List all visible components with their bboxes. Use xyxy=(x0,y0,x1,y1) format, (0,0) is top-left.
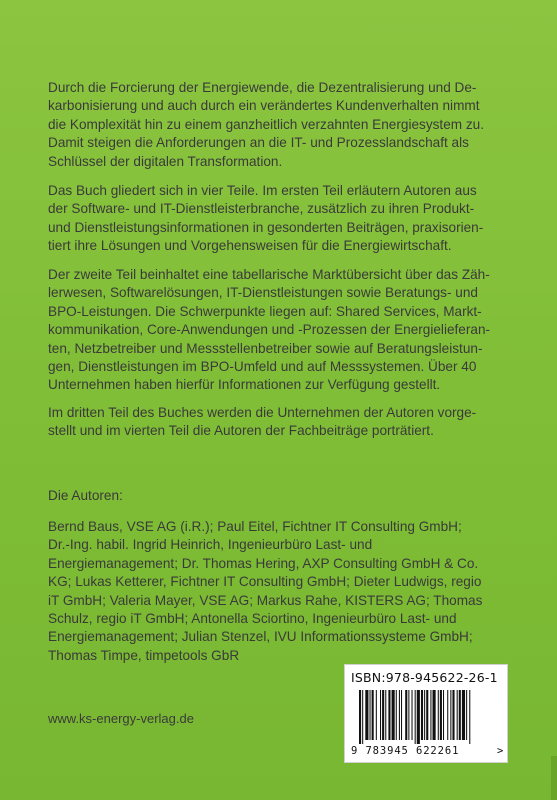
barcode-bar xyxy=(415,690,416,744)
barcode-bar xyxy=(421,690,423,740)
barcode-bar xyxy=(399,690,400,740)
barcode-bar xyxy=(457,690,458,740)
barcode-bar xyxy=(359,690,361,744)
publisher-website: www.ks-energy-verlag.de xyxy=(48,711,194,726)
barcode-digits-row xyxy=(351,745,505,757)
barcode-bar xyxy=(430,690,431,740)
barcode-bar xyxy=(440,690,442,740)
barcode-bar xyxy=(388,690,390,740)
barcode-bar xyxy=(450,690,451,740)
barcode-bar xyxy=(382,690,384,740)
barcode-bar xyxy=(376,690,377,740)
barcode-bar xyxy=(462,690,465,740)
barcode-bar xyxy=(433,690,436,740)
isbn-label: ISBN:978-945622-26-1 xyxy=(351,670,498,685)
barcode-bar xyxy=(401,690,402,740)
barcode-bar xyxy=(405,690,407,740)
barcode-bar xyxy=(412,690,413,740)
barcode-bar xyxy=(459,690,461,740)
barcode-bar xyxy=(417,690,420,744)
barcode-bar xyxy=(447,690,448,740)
edge-shadow xyxy=(551,756,557,800)
barcode-bar xyxy=(424,690,425,740)
barcode-bar xyxy=(380,690,381,740)
barcode-bar xyxy=(396,690,397,740)
barcode-digits: 9 783945 622261 xyxy=(351,745,460,757)
authors-heading: Die Autoren: xyxy=(48,488,123,503)
barcode-bar xyxy=(438,690,439,740)
authors-list: Bernd Baus, VSE AG (i.R.); Paul Eitel, Fichtner IT Consulting GmbH; Dr.-Ing. habil. Ingrid Heinrich, Ingenieurbüro Last- und Energiemanagement; Dr. Thomas Hering, AXP Consulting GmbH & Co. KG; Lukas Ketterer, Fichtner IT Consulting GmbH; Dieter Ludwigs, regio iT GmbH; Valeria Mayer, VSE AG; Markus Rahe, KISTERS AG; Thomas Schulz, regio iT GmbH; Antonella Sciortino, Ingenieurbüro Last- und Energiemanagement; Julian Stenzel, IVU Informationssysteme GmbH; Thomas Timpe, timpetools GbR xyxy=(48,519,483,663)
barcode-bar xyxy=(426,690,428,740)
barcode-bar xyxy=(466,690,467,740)
parts-three-four-paragraph: Im dritten Teil des Buches werden die Unternehmen der Autoren vorge- stellt und im vierten Teil die Autoren der Fachbeiträge porträtiert. xyxy=(48,405,477,439)
barcode-bar xyxy=(372,690,374,740)
barcode-end-mark: > xyxy=(497,745,505,757)
barcode-bar xyxy=(443,690,444,740)
barcode-bar xyxy=(392,690,395,740)
barcode-bar xyxy=(365,690,368,740)
barcode-bar xyxy=(370,690,371,740)
intro-paragraph: Durch die Forcierung der Energiewende, die Dezentralisierung und De- karbonisierung und auch durch ein verändertes Kundenverhalten nimmt die Komplexität hin zu einem ganzheitlich verzahnten Energiesystem zu. Damit steigen die Anforderungen an die IT- und Prozesslandschaft als Schlüssel der digitalen Transformation. xyxy=(48,80,484,169)
market-overview-paragraph: Der zweite Teil beinhaltet eine tabellarische Marktübersicht über das Zäh- lerwesen, Softwarelösungen, IT-Dienstleistungen sowie Beratungs- und BPO-Leistungen. Die Schwerpunkte liegen auf: Shared Services, Markt- kommunikation, Core-Anwendungen und -Prozessen der Energielieferan- ten, Netzbetreiber und Messstellenbetreiber sowie auf Beratungsleistun- gen, Dienstleistungen im BPO-Umfeld und auf Messsystemen. Über 40 Unternehmen haben hierfür Informationen zur Verfügung gestellt. xyxy=(48,267,491,393)
barcode-bar xyxy=(362,690,363,744)
isbn-barcode-box xyxy=(344,664,508,763)
barcode-bar xyxy=(408,690,409,740)
barcode-image xyxy=(359,690,499,744)
barcode-bar xyxy=(452,690,454,740)
structure-paragraph: Das Buch gliedert sich in vier Teile. Im ersten Teil erläutern Autoren aus der Software- und IT-Dienstleisterbranche, zusätzlich zu ihren Produkt- und Dienstleistungsinformationen in gesonderten Beiträgen, praxisorien- tiert ihre Lösungen und Vorgehensweisen für die Energiewirtschaft. xyxy=(48,183,484,254)
barcode-bar xyxy=(469,690,470,744)
barcode-bar xyxy=(385,690,386,740)
